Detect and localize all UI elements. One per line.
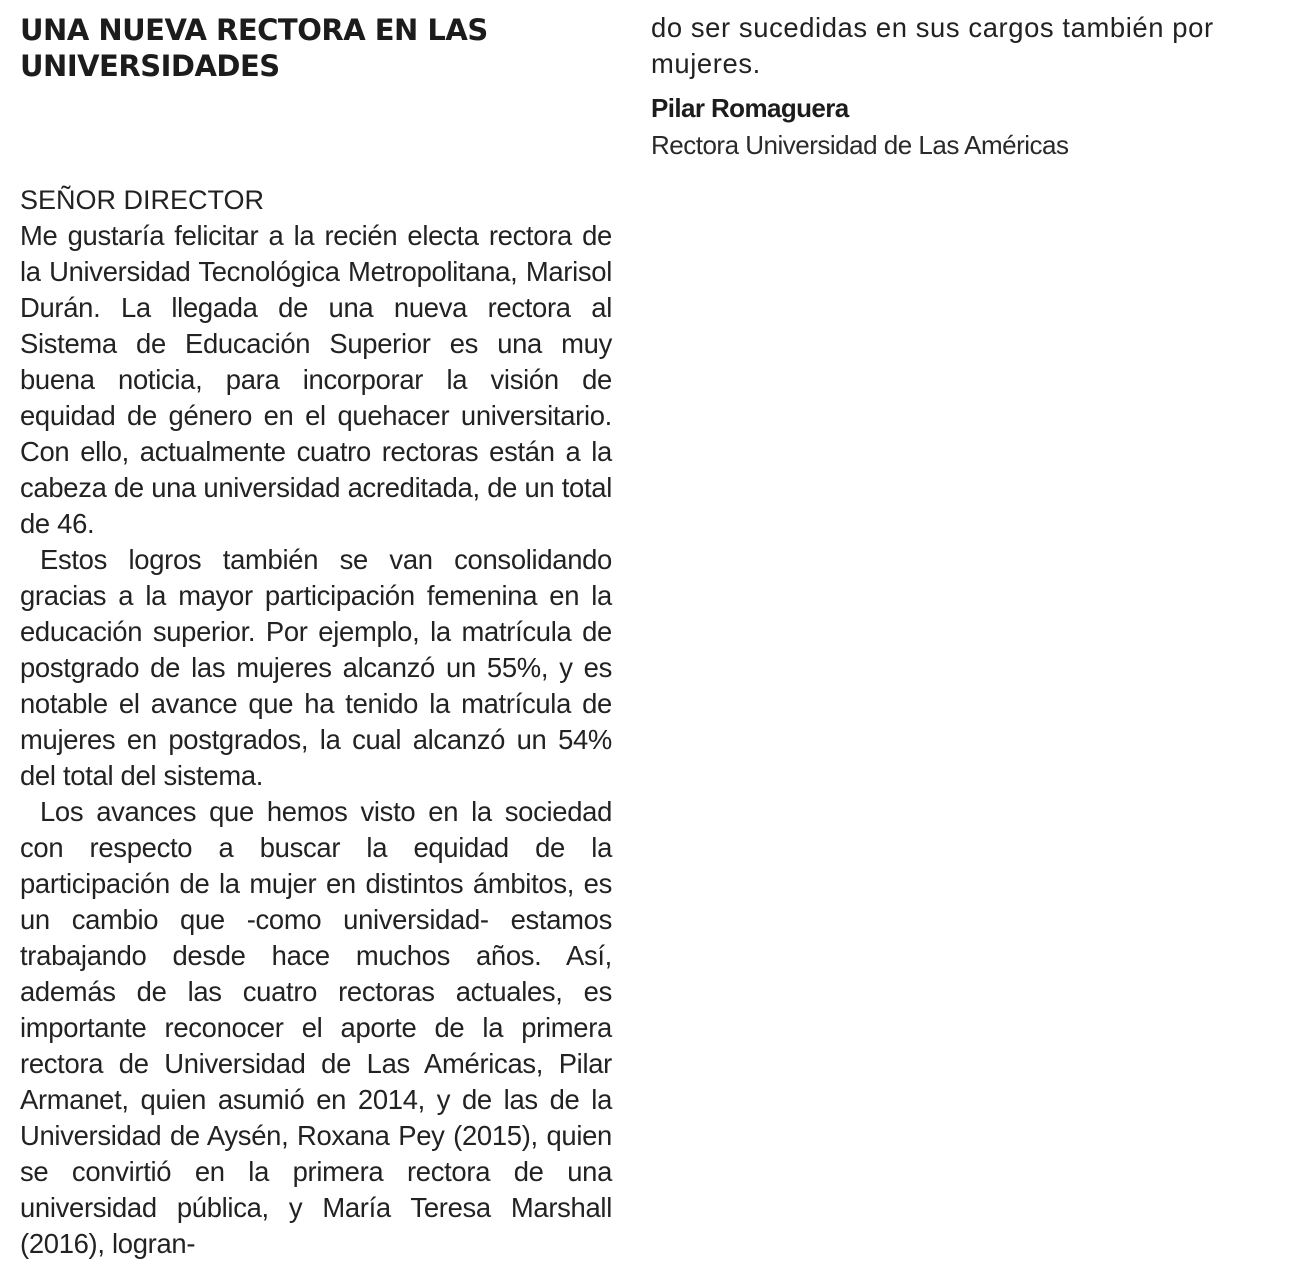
salutation: SEÑOR DIRECTOR [20,185,265,215]
paragraph-continuation: do ser sucedidas en sus cargos también por mujeres. [651,12,1214,79]
signature-title: Rectora Universidad de Las Américas [651,130,1069,160]
signature-name: Pilar Romaguera [651,93,849,123]
paragraph-1: Me gustaría felicitar a la recién electa rectora de la Universidad Tecnológica Metropolitana, Marisol Durán. La llegada de una nueva rectora al Sistema de Educación Superior es una muy buena noticia, para incorporar la visión de equidad de género en el quehacer universitario. Con ello, actualmente cuatro rectoras están a la cabeza de una universidad acreditada, de un total de 46. [20,220,612,539]
letter-headline: UNA NUEVA RECTORA EN LAS UNIVERSIDADES [20,13,488,83]
paragraph-2: Estos logros también se van consolidando gracias a la mayor participación femenina en la educación superior. Por ejemplo, la matrícula de postgrado de las mujeres alcanzó un 55%, y es notable el avance que ha tenido la matrícula de mujeres en postgrados, la cual alcanzó un 54% del total del sistema. [20,544,612,791]
paragraph-3: Los avances que hemos visto en la sociedad con respecto a buscar la equidad de la participación de la mujer en distintos ámbitos, es un cambio que -como universidad- estamos trabajando desde hace muchos años. Así, además de las cuatro rectoras actuales, es importante reconocer el aporte de la primera rectora de Universidad de Las Américas, Pilar Armanet, quien asumió en 2014, y de las de la Universidad de Aysén, Roxana Pey (2015), quien se convirtió en la primera rectora de una universidad pública, y María Teresa Marshall (2016), logran- [20,796,612,1259]
letter-body [20,218,612,1262]
